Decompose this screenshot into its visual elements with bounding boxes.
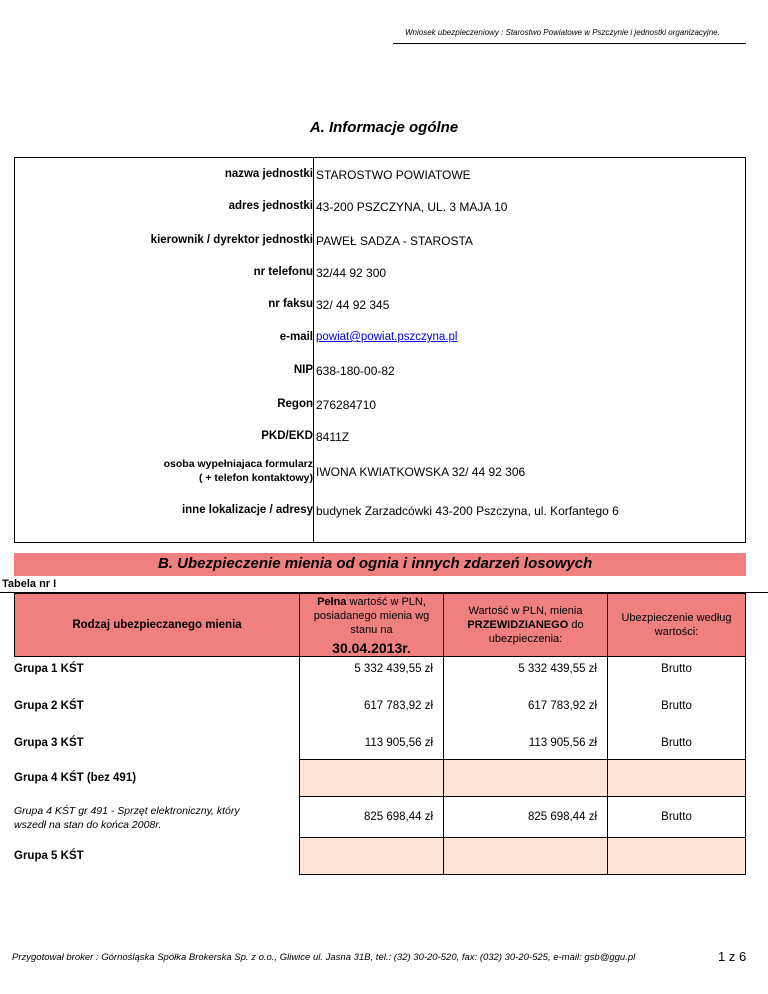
info-label: adres jednostki	[228, 200, 313, 212]
full-value-cell: 617 783,92 zł	[363, 700, 433, 712]
info-value: 8411Z	[316, 430, 350, 444]
general-info-box	[14, 157, 746, 543]
empty-cell	[443, 837, 608, 875]
info-value: STAROSTWO POWIATOWE	[316, 168, 471, 182]
empty-cell	[607, 837, 746, 875]
info-label: nr telefonu	[253, 266, 313, 278]
empty-cell	[299, 837, 444, 875]
insured-value-cell: 113 905,56 zł	[528, 737, 597, 749]
full-value-cell: 113 905,56 zł	[364, 737, 433, 749]
info-value: budynek Zarzadcówki 43-200 Pszczyna, ul. Korfantego 6	[316, 504, 619, 518]
table-row-label: Grupa 3 KŚT	[14, 737, 84, 749]
page-header: Wniosek ubezpieczeniowy : Starostwo Powiatowe w Pszczynie i jednostki organizacyjne.	[405, 28, 720, 37]
insured-value-cell: 617 783,92 zł	[527, 700, 597, 712]
info-label: inne lokalizacje / adresy	[181, 504, 313, 516]
header-full-value: Pełna wartość w PLN, posiadanego mienia wg stanu na 30.04.2013r.	[299, 593, 444, 657]
info-value: IWONA KWIATKOWSKA 32/ 44 92 306	[316, 465, 526, 479]
info-label: Regon	[277, 398, 313, 410]
header-divider	[393, 43, 746, 44]
info-value: 43-200 PSZCZYNA, UL. 3 MAJA 10	[316, 200, 508, 214]
basis-cell: Brutto	[661, 663, 692, 675]
page-number: 1 z 6	[718, 949, 747, 964]
basis-cell: Brutto	[661, 700, 692, 712]
header-insurance-basis: Ubezpieczenie według wartości:	[607, 593, 746, 657]
info-label-sub: ( + telefon kontaktowy)	[198, 472, 313, 484]
info-value: 32/ 44 92 345	[316, 298, 390, 312]
email-link[interactable]: powiat@powiat.pszczyna.pl	[316, 331, 458, 343]
info-label: osoba wypełniajaca formularz	[163, 458, 313, 470]
header-insured-value: Wartość w PLN, mienia PRZEWIDZIANEGO do ubezpieczenia:	[443, 593, 608, 657]
section-b-title: B. Ubezpieczenie mienia od ognia i innych zdarzeń losowych	[14, 553, 746, 576]
empty-cell	[607, 759, 746, 797]
label-value-divider	[313, 158, 314, 543]
info-label: PKD/EKD	[261, 430, 313, 442]
info-label: nr faksu	[268, 298, 313, 310]
info-label: NIP	[293, 364, 313, 376]
table-row-label: Grupa 5 KŚT	[14, 850, 84, 862]
table-row-label: Grupa 4 KŚT (bez 491)	[14, 772, 137, 784]
insured-value-cell: 5 332 439,55 zł	[518, 663, 597, 675]
full-value-cell: 825 698,44 zł	[363, 811, 433, 823]
info-label: e-mail	[279, 331, 313, 343]
header-property-type: Rodzaj ubezpieczanego mienia	[14, 593, 300, 657]
info-value: PAWEŁ SADZA - STAROSTA	[316, 234, 473, 248]
empty-cell	[443, 759, 608, 797]
info-value: 638-180-00-82	[316, 364, 395, 378]
basis-cell: Brutto	[661, 811, 692, 823]
full-value-cell: 5 332 439,55 zł	[354, 663, 433, 675]
info-label: kierownik / dyrektor jednostki	[150, 234, 313, 246]
section-a-title: A. Informacje ogólne	[309, 119, 459, 136]
insured-value-cell: 825 698,44 zł	[527, 811, 597, 823]
table-row-label: Grupa 1 KŚT	[14, 663, 84, 675]
info-label: nazwa jednostki	[224, 168, 313, 180]
table-row-label: Grupa 4 KŚT gr 491 - Sprzęt elektroniczny, który wszedł na stan do końca 2008r.	[14, 805, 240, 831]
info-value: 276284710	[316, 398, 377, 412]
page-footer: Przygotował broker : Górnośląska Spółka Brokerska Sp. z o.o., Gliwice ul. Jasna 31B, tel.: (32) 30-20-520, fax: (032) 30-20-525, e-mail: gsb@ggu.pl	[12, 952, 636, 963]
basis-cell: Brutto	[661, 737, 692, 749]
table-row-label: Grupa 2 KŚT	[14, 700, 84, 712]
info-value: 32/44 92 300	[316, 266, 387, 280]
empty-cell	[299, 759, 444, 797]
table-label: Tabela nr I	[2, 578, 57, 590]
